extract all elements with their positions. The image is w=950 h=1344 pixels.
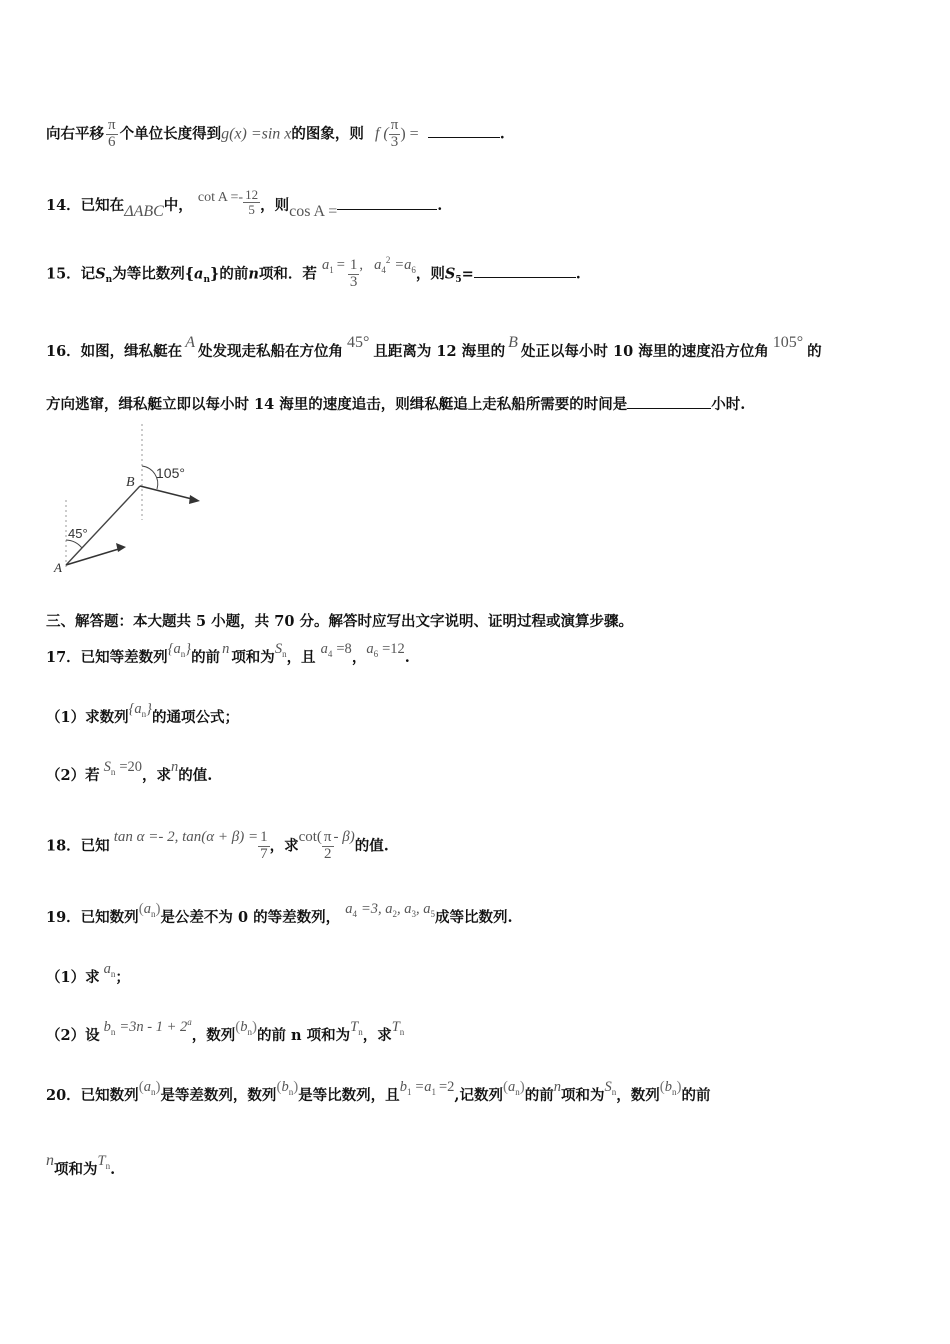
text-fragment: 项和为: [560, 1087, 605, 1104]
comma: ,: [359, 257, 363, 274]
label-45: 45°: [68, 526, 88, 541]
math-cot: cot A =-: [197, 190, 244, 206]
text-fragment: ，则: [260, 197, 290, 215]
period: .: [575, 265, 581, 283]
bracket-left: (: [138, 901, 144, 917]
math-b: b: [664, 1079, 672, 1095]
question-20-line1: [46, 1079, 711, 1106]
text-fragment: （1）求数列: [46, 709, 129, 726]
q15-label: 15．记: [46, 265, 96, 283]
question-18: [46, 830, 389, 863]
subscript: 5: [430, 908, 435, 919]
text-fragment: 的图象，则: [291, 125, 364, 143]
math-cot: cot(: [298, 829, 322, 846]
math-a5: , a: [415, 901, 431, 917]
bracket-left: (: [502, 1079, 508, 1095]
subscript: 5: [455, 275, 462, 286]
math-eq: =a: [394, 257, 412, 274]
math-a: a: [103, 961, 111, 977]
continuation-line: [46, 118, 505, 151]
q17-label: 17．已知等差数列: [46, 649, 168, 666]
bracket-left: (: [276, 1079, 282, 1095]
math-a4: a: [345, 901, 353, 917]
math-eq: =: [336, 257, 345, 274]
subscript: n: [180, 648, 186, 659]
math-eq-2: =2: [438, 1079, 455, 1095]
subscript: 4: [327, 648, 333, 659]
arrow-head-ship: [189, 495, 200, 504]
q19-label: 19．已知数列: [46, 909, 139, 926]
subscript: n: [105, 275, 113, 286]
math-a: a: [143, 901, 151, 917]
math-S: S: [274, 641, 283, 657]
question-15: [46, 255, 581, 291]
bracket-right: ): [293, 1079, 299, 1095]
math-b: b: [281, 1079, 289, 1095]
label-A: A: [54, 560, 62, 575]
question-16-line1: [46, 334, 822, 361]
period: .: [110, 1161, 116, 1178]
math-a1: a: [321, 257, 330, 274]
math-a: a: [143, 1079, 151, 1095]
question-19-part2: [46, 1017, 405, 1046]
math-eq: =: [461, 265, 474, 283]
text-fragment: 的值.: [354, 837, 389, 855]
text-fragment: ，求: [362, 1027, 392, 1044]
superscript: a: [187, 1017, 192, 1028]
text-fragment: ，则: [415, 265, 445, 283]
text-fragment: 的前 n 项和为: [257, 1027, 351, 1044]
subscript: 4: [352, 908, 357, 919]
subscript: n: [110, 1026, 116, 1037]
math-S: S: [103, 759, 111, 775]
math-brace: }: [185, 641, 192, 657]
superscript: 2: [385, 255, 391, 266]
math-eq: =3, a: [360, 901, 393, 917]
bracket-right: ): [155, 1079, 161, 1095]
bracket-left: (: [138, 1079, 144, 1095]
text-fragment: 处发现走私船在方位角: [197, 343, 343, 360]
math-a: a: [507, 1079, 516, 1095]
label-B: B: [126, 475, 135, 490]
subscript: 1: [431, 1086, 436, 1097]
text-fragment: 小时.: [711, 396, 746, 413]
math-a3: , a: [396, 901, 412, 917]
text-fragment: 为等比数列{: [112, 265, 195, 283]
subscript: n: [203, 275, 210, 286]
text-fragment: 成等比数列.: [434, 909, 513, 926]
q14-label: 14．已知在: [46, 197, 125, 215]
question-14: [46, 187, 443, 221]
fraction-pi-2: $\frac{\pi}{2}$: [323, 829, 332, 862]
subscript: 1: [329, 265, 334, 276]
math-eq-12: =12: [382, 641, 405, 657]
period: .: [404, 649, 410, 666]
subscript: 6: [373, 648, 379, 659]
text-fragment: ，求: [142, 767, 172, 784]
subscript: n: [110, 766, 116, 777]
question-17: [46, 641, 410, 668]
label-105: 105°: [156, 465, 185, 481]
bearing-diagram-svg: [48, 420, 218, 580]
math-T: T: [350, 1019, 359, 1035]
subscript: n: [611, 1086, 617, 1097]
text-fragment: 且距离为 12 海里的: [373, 343, 506, 360]
math-triangle: ΔABC: [124, 203, 164, 221]
text-fragment: 处正以每小时 10 海里的速度沿方位角: [520, 343, 769, 360]
math-eq-a1: =a: [414, 1079, 432, 1095]
q20-label: 20．已知数列: [46, 1087, 139, 1104]
text-fragment: ，数列: [191, 1027, 236, 1044]
text-fragment: }的前: [210, 265, 249, 283]
question-16-line2: [46, 393, 745, 414]
text-fragment: 的前: [191, 649, 221, 666]
question-17-part2: [46, 759, 213, 786]
math-b: b: [240, 1019, 248, 1035]
math-eq: ) =: [400, 125, 419, 143]
math-angle-45: 45°: [346, 334, 370, 351]
math-n: n: [46, 1152, 54, 1169]
fraction-pi-6: $\frac{\pi}{6}$: [108, 117, 116, 150]
math-n: n: [248, 265, 259, 283]
text-fragment: 项和．若: [258, 265, 317, 283]
subscript: n: [358, 1026, 363, 1037]
question-20-line2: [46, 1152, 116, 1180]
period: .: [499, 125, 505, 143]
math-cos: cos A =: [289, 203, 338, 221]
math-n: n: [171, 759, 179, 775]
fraction-pi-3: $\frac{\pi}{3}$: [390, 117, 399, 150]
text-fragment: 的前: [681, 1087, 711, 1104]
text-fragment: （2）设: [46, 1027, 100, 1044]
question-19-part1: [46, 961, 130, 988]
answer-blank[interactable]: [627, 396, 711, 409]
text-fragment: ；: [115, 969, 130, 986]
subscript: n: [288, 1086, 294, 1097]
math-a6: a: [366, 641, 374, 657]
subscript: 3: [411, 908, 416, 919]
subscript: n: [515, 1086, 520, 1097]
math-brace: }: [146, 701, 152, 717]
text-fragment: ，数列: [616, 1087, 660, 1104]
text-fragment: 的值.: [178, 767, 213, 784]
math-eq-20: =20: [119, 759, 143, 775]
question-19: [46, 901, 513, 928]
math-a: a: [194, 265, 204, 283]
bracket-left: (: [659, 1079, 665, 1095]
bracket-right: ): [155, 901, 161, 917]
math-n: n: [553, 1079, 561, 1095]
bracket-right: ): [252, 1019, 257, 1035]
answer-blank[interactable]: [428, 125, 500, 138]
text-fragment: （1）求: [46, 969, 100, 986]
text-fragment: 项和为: [54, 1161, 98, 1178]
math-a4: a: [374, 257, 382, 274]
text-fragment: 向右平移: [46, 125, 104, 143]
text-fragment: 方向逃窜，缉私艇立即以每小时 14 海里的速度追击，则缉私艇追上走私船所需要的时间是: [46, 396, 628, 413]
subscript: n: [150, 908, 156, 919]
bearing-diagram: [48, 420, 218, 584]
answer-blank[interactable]: [474, 265, 576, 278]
text-fragment: 的前: [524, 1087, 554, 1104]
math-bn-expr: =3n - 1 + 2: [119, 1019, 188, 1035]
subscript: n: [150, 1086, 156, 1097]
math-S: S: [95, 265, 106, 283]
angle-arc-A: [66, 540, 82, 548]
bracket-right: ): [676, 1079, 682, 1095]
subscript: n: [399, 1026, 405, 1037]
bracket-right: ): [519, 1079, 525, 1095]
answer-blank[interactable]: [337, 197, 437, 210]
math-T: T: [97, 1153, 106, 1169]
q16-label: 16．如图，缉私艇在: [46, 343, 183, 360]
bracket-left: (: [235, 1019, 241, 1035]
fraction-1-7: $\frac{1}{7}$: [260, 829, 268, 862]
text-fragment: 的: [807, 343, 822, 360]
math-gx: g(x) =sin x: [221, 125, 292, 143]
period: .: [437, 197, 443, 215]
fraction-1-3: $\frac{1}{3}$: [349, 257, 358, 290]
math-b: b: [103, 1019, 111, 1035]
text-fragment: ,记数列: [454, 1087, 503, 1104]
text-fragment: 是等差数列，数列: [160, 1087, 277, 1104]
text-fragment: 是等比数列，且: [298, 1087, 400, 1104]
subscript: n: [105, 1160, 111, 1171]
ship-direction: [140, 486, 196, 500]
math-b1: b: [399, 1079, 407, 1095]
text-fragment: 中，: [163, 197, 193, 215]
text-fragment: （2）若: [46, 767, 100, 784]
text-fragment: 项和为: [231, 649, 275, 666]
math-A: A: [185, 334, 195, 351]
q18-label: 18．已知: [46, 837, 110, 855]
math-seq: {a: [167, 641, 181, 657]
math-T: T: [391, 1019, 400, 1035]
subscript: 6: [411, 265, 416, 276]
math-eq-8: =8: [336, 641, 352, 657]
question-17-part1: [46, 701, 239, 728]
math-angle-105: 105°: [772, 334, 804, 351]
subscript: n: [141, 708, 147, 719]
math-a4: a: [320, 641, 328, 657]
comma: ，: [351, 649, 367, 666]
fraction-12-5: $\frac{12}{5}$: [245, 187, 259, 217]
math-S: S: [604, 1079, 612, 1095]
subscript: n: [110, 968, 116, 979]
subscript: 2: [392, 908, 397, 919]
math-n: n: [222, 641, 230, 657]
subscript: 1: [406, 1086, 412, 1097]
math-S5: S: [444, 265, 456, 283]
subscript: n: [282, 648, 287, 659]
math-minus-beta: - β): [333, 829, 355, 846]
text-fragment: 的通项公式；: [151, 709, 239, 726]
math-f: f (: [374, 125, 389, 143]
math-B: B: [508, 334, 518, 351]
text-fragment: ，且: [286, 649, 316, 666]
math-seq: {a: [128, 701, 142, 717]
text-fragment: 个单位长度得到: [119, 125, 222, 143]
section-3-heading: 三、解答题：本大题共 5 小题，共 70 分。解答时应写出文字说明、证明过程或演算步骤。: [46, 613, 633, 630]
subscript: 4: [381, 265, 386, 276]
text-fragment: ，求: [269, 837, 299, 855]
arrow-head-boat: [116, 543, 126, 552]
math-tan-expr: tan α =- 2, tan(α + β) =: [113, 829, 259, 846]
text-fragment: 是公差不为 0 的等差数列，: [160, 909, 341, 926]
subscript: n: [247, 1026, 252, 1037]
subscript: n: [671, 1086, 677, 1097]
